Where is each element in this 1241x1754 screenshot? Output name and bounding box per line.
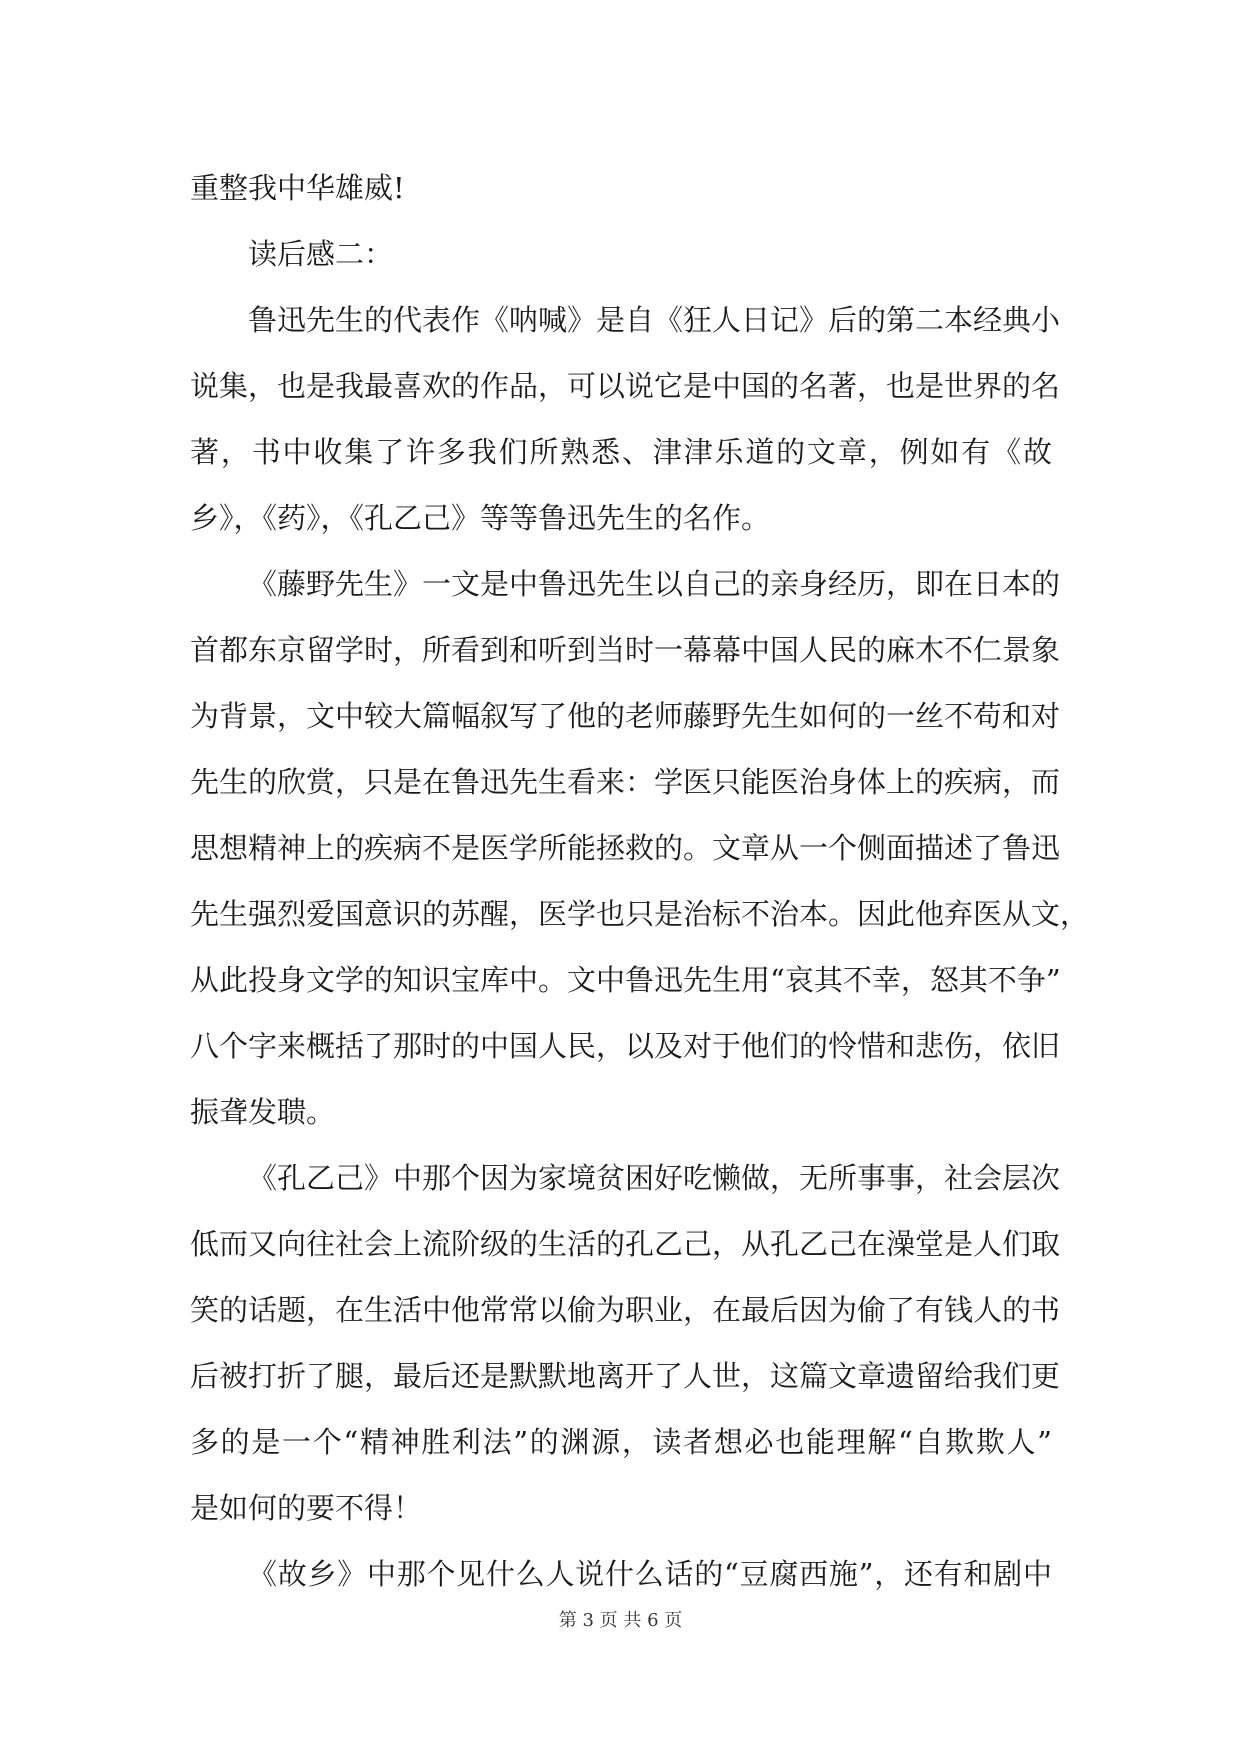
text-line: 重整我中华雄威! [190,171,405,205]
text-line: 振聋发聩。 [190,1095,336,1129]
text-line: 为背景，文中较大篇幅叙写了他的老师藤野先生如何的一丝不苟和对 [190,699,1061,733]
text-line: 首都东京留学时，所看到和听到当时一幕幕中国人民的麻木不仁景象 [190,633,1061,667]
text-line: 是如何的要不得！ [190,1491,423,1525]
section-heading: 读后感二： [248,237,394,271]
text-line: 著，书中收集了许多我们所熟悉、津津乐道的文章，例如有《故 [190,435,1052,469]
document-body [190,155,1090,1607]
text-line: 《故乡》中那个见什么人说什么话的“豆腐西施”，还有和剧中 [248,1557,1052,1591]
text-line: 后被打折了腿，最后还是默默地离开了人世，这篇文章遗留给我们更 [190,1359,1061,1393]
page-number-footer: 第 3 页 共 6 页 [558,1610,683,1631]
text-line: 笑的话题，在生活中他常常以偷为职业，在最后因为偷了有钱人的书 [190,1293,1061,1327]
text-line: 说集，也是我最喜欢的作品，可以说它是中国的名著，也是世界的名 [190,369,1061,403]
text-line: 乡》，《药》，《孔乙己》等等鲁迅先生的名作。 [190,501,771,535]
text-line: 从此投身文学的知识宝库中。文中鲁迅先生用“哀其不幸，怒其不争” [190,963,1061,997]
text-line: 低而又向往社会上流阶级的生活的孔乙己，从孔乙己在澡堂是人们取 [190,1227,1061,1261]
text-line: 先生的欣赏，只是在鲁迅先生看来：学医只能医治身体上的疾病，而 [190,765,1061,799]
text-line: 思想精神上的疾病不是医学所能拯救的。文章从一个侧面描述了鲁迅 [190,831,1061,865]
text-line: 八个字来概括了那时的中国人民，以及对于他们的怜惜和悲伤，依旧 [190,1029,1061,1063]
text-line: 《孔乙己》中那个因为家境贫困好吃懒做，无所事事，社会层次 [248,1161,1061,1195]
text-line: 先生强烈爱国意识的苏醒，医学也只是治标不治本。因此他弃医从文， [190,897,1090,931]
text-line: 多的是一个“精神胜利法”的渊源，读者想必也能理解“自欺欺人” [190,1425,1052,1459]
text-line: 《藤野先生》一文是中鲁迅先生以自己的亲身经历，即在日本的 [248,567,1061,601]
text-line: 鲁迅先生的代表作《呐喊》是自《狂人日记》后的第二本经典小 [248,303,1061,337]
